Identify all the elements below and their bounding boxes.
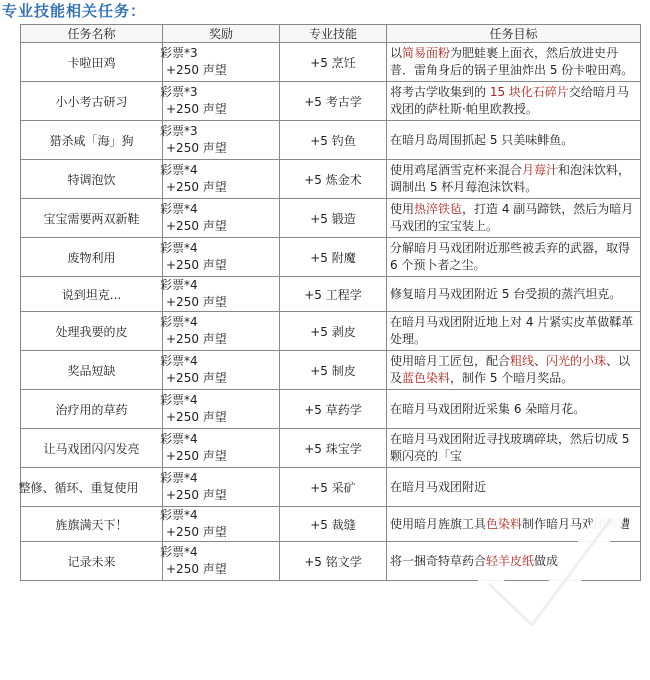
goal-cell [387,542,641,581]
skill-cell [280,82,387,121]
goal-highlight: 热淬铁毡 [414,202,463,216]
skill-gain: +5 采矿 [310,480,356,495]
task-name-cell [18,468,163,507]
reward-cell [160,429,280,468]
task-name: 猎杀咸「海」狗 [49,133,134,148]
skill-cell [280,507,387,542]
goal-text: 使用暗月旌旗工具 [390,516,487,531]
goal-highlight: 粗线 [510,354,535,368]
task-name-cell [21,429,163,468]
reward-reputation: +250 声望 [166,562,227,576]
goal-cell [387,468,641,507]
reward-cell [160,82,280,121]
header-task-name: 任务名称 [21,25,163,43]
goal-cell [387,390,641,429]
skill-gain: +5 剥皮 [310,324,356,339]
header-goal: 任务目标 [387,25,641,43]
goal-highlight: 月莓汁 [522,163,559,177]
skill-cell [280,43,387,82]
task-name-cell [21,199,163,238]
goal-text: 在暗月岛周围抓起 5 只美味鲱鱼。 [390,132,574,147]
task-name-cell [21,238,163,277]
goal-text: 为肥蛙裹上面衣，然后放进史丹普．雷角身后的锅子里油炸出 5 份卡啦田鸡。 [390,46,634,77]
skill-cell [280,121,387,160]
goal-highlight: 15 块化石碎片 [489,85,569,99]
reward-tickets: 彩票*4 [160,241,198,255]
goal-text: 和泡沫饮料，调制出 5 杯月莓泡沫饮料。 [390,163,631,194]
task-table-body [18,43,641,581]
goal-text: ，打造 4 副马蹄铁，然后为暗月马戏团的宝宝装上。 [390,202,634,233]
reward-reputation: +250 声望 [166,102,227,116]
task-name: 说到坦克... [61,287,122,302]
reward-reputation: +250 声望 [166,449,227,463]
task-name-cell [21,312,163,351]
reward-cell [160,43,280,82]
reward-reputation: +250 声望 [166,410,227,424]
goal-highlight: 简易面粉 [402,46,451,60]
reward-tickets: 彩票*4 [160,432,198,446]
skill-cell [280,199,387,238]
table-row [21,312,641,351]
page-title: 专业技能相关任务： [2,2,147,20]
task-name-cell [21,82,163,121]
reward-reputation: +250 声望 [166,371,227,385]
skill-cell [280,160,387,199]
goal-text: 使用暗月工匠包，配合 [390,354,511,368]
task-name-cell [21,160,163,199]
reward-cell [160,199,280,238]
reward-reputation: +250 声望 [166,488,227,502]
goal-text: 做成 [534,553,559,568]
task-name: 记录未来 [67,554,116,569]
goal-cell [387,429,641,468]
skill-gain: +5 锻造 [310,211,356,226]
task-name: 卡啦田鸡 [67,55,116,70]
reward-reputation: +250 声望 [166,219,227,233]
reward-cell [160,351,280,390]
skill-cell [280,468,387,507]
task-name: 治疗用的草药 [55,402,128,417]
task-table [20,24,641,581]
reward-cell [160,542,280,581]
goal-text: 、以及 [390,354,631,385]
reward-reputation: +250 声望 [166,295,227,309]
reward-cell [160,468,280,507]
reward-tickets: 彩票*4 [160,545,198,559]
goal-text: 使用鸡尾酒雪克杯来混合 [390,163,523,177]
goal-cell [387,43,641,82]
reward-tickets: 彩票*4 [160,354,198,368]
reward-reputation: +250 声望 [166,525,227,539]
skill-gain: +5 草药学 [304,402,362,417]
reward-reputation: +250 声望 [166,63,227,77]
reward-tickets: 彩票*4 [160,278,198,292]
skill-cell [280,351,387,390]
skill-cell [280,312,387,351]
goal-text: 制作暗月马戏团周遭 [522,516,631,531]
task-name-cell [21,390,163,429]
table-row [21,43,641,82]
reward-cell [160,312,280,351]
table-row [21,507,641,542]
goal-highlight: 轻羊皮纸 [486,553,535,568]
reward-tickets: 彩票*4 [160,202,198,216]
table-row [21,238,641,277]
reward-tickets: 彩票*3 [160,124,198,138]
task-name-cell [21,542,163,581]
goal-text: 在暗月马戏团附近地上对 4 片紧实皮革做鞣革处理。 [390,315,634,346]
goal-text: 在暗月马戏团附近寻找玻璃碎块，然后切成 5 颗闪亮的「宝 [390,432,630,463]
reward-reputation: +250 声望 [166,332,227,346]
skill-gain: +5 珠宝学 [304,441,362,456]
skill-cell [280,542,387,581]
skill-cell [280,238,387,277]
skill-gain: +5 钓鱼 [310,133,356,148]
table-header-row [21,25,641,43]
reward-tickets: 彩票*4 [160,393,198,407]
table-row [21,542,641,581]
reward-cell [160,160,280,199]
skill-gain: +5 铭文学 [304,554,362,569]
task-name: 让马戏团闪闪发亮 [43,441,140,456]
skill-gain: +5 工程学 [304,287,362,302]
goal-text: 使用 [390,202,415,216]
task-name-cell [21,121,163,160]
skill-cell [280,277,387,312]
task-name-cell [21,507,163,542]
goal-cell [387,82,641,121]
task-name: 整修、循环、重复使用 [18,480,139,495]
table-row [21,160,641,199]
skill-gain: +5 制皮 [310,363,356,378]
goal-cell [387,312,641,351]
reward-tickets: 彩票*3 [160,85,198,99]
goal-text: 以 [390,46,403,60]
goal-cell [387,121,641,160]
goal-cell [387,351,641,390]
goal-highlight: 蓝色染料 [402,371,451,385]
header-reward: 奖励 [163,25,280,43]
goal-text: ，制作 5 个暗月奖品。 [450,371,574,385]
skill-gain: +5 炼金术 [304,172,362,187]
goal-text: 交给暗月马戏团的萨杜斯·帕里欧教授。 [390,85,629,116]
reward-cell [160,507,280,542]
reward-tickets: 彩票*4 [160,508,198,522]
goal-highlight: 闪光的小珠 [546,354,607,368]
goal-text: 在暗月马戏团附近 [390,479,487,494]
header-skill: 专业技能 [280,25,387,43]
table-row [21,351,641,390]
skill-gain: +5 考古学 [304,94,362,109]
goal-text: 合 [474,553,487,568]
table-row [21,468,641,507]
table-row [21,199,641,238]
goal-cell [387,277,641,312]
table-row [21,390,641,429]
goal-cell [387,238,641,277]
table-row [21,82,641,121]
reward-cell [160,238,280,277]
goal-text: 将考古学收集到的 [390,85,490,99]
task-name: 特调泡饮 [67,172,116,187]
goal-text: 在暗月马戏团附近采集 6 朵暗月花。 [390,401,586,416]
task-name-cell [21,277,163,312]
skill-cell [280,390,387,429]
reward-reputation: +250 声望 [166,180,227,194]
reward-tickets: 彩票*4 [160,163,198,177]
reward-cell [160,277,280,312]
skill-gain: +5 附魔 [310,250,356,265]
task-name-cell [21,43,163,82]
table-row [21,121,641,160]
reward-reputation: +250 声望 [166,258,227,272]
task-name: 废物利用 [67,250,116,265]
reward-reputation: +250 声望 [166,141,227,155]
goal-cell [387,199,641,238]
goal-text: 将一捆奇特草药 [390,553,475,568]
goal-highlight: 色染料 [486,516,523,531]
task-name: 旌旗满天下！ [55,517,128,532]
reward-tickets: 彩票*4 [160,471,198,485]
task-name: 宝宝需要两双新鞋 [43,211,140,226]
reward-cell [160,121,280,160]
task-name: 奖品短缺 [67,363,116,378]
reward-cell [160,390,280,429]
goal-cell [387,507,641,542]
task-name: 处理我要的皮 [55,324,128,339]
goal-text: 修复暗月马戏团附近 5 台受损的蒸汽坦克。 [390,286,622,301]
reward-tickets: 彩票*3 [160,46,198,60]
reward-tickets: 彩票*4 [160,315,198,329]
skill-cell [280,429,387,468]
skill-gain: +5 烹饪 [310,55,356,70]
goal-cell [387,160,641,199]
goal-text: 、 [534,354,547,368]
task-name: 小小考古研习 [55,94,128,109]
task-name-cell [21,351,163,390]
skill-gain: +5 裁缝 [310,517,356,532]
table-row [21,277,641,312]
goal-text: 分解暗月马戏团附近那些被丢弃的武器，取得 6 个预卜者之尘。 [390,241,631,272]
table-row [21,429,641,468]
